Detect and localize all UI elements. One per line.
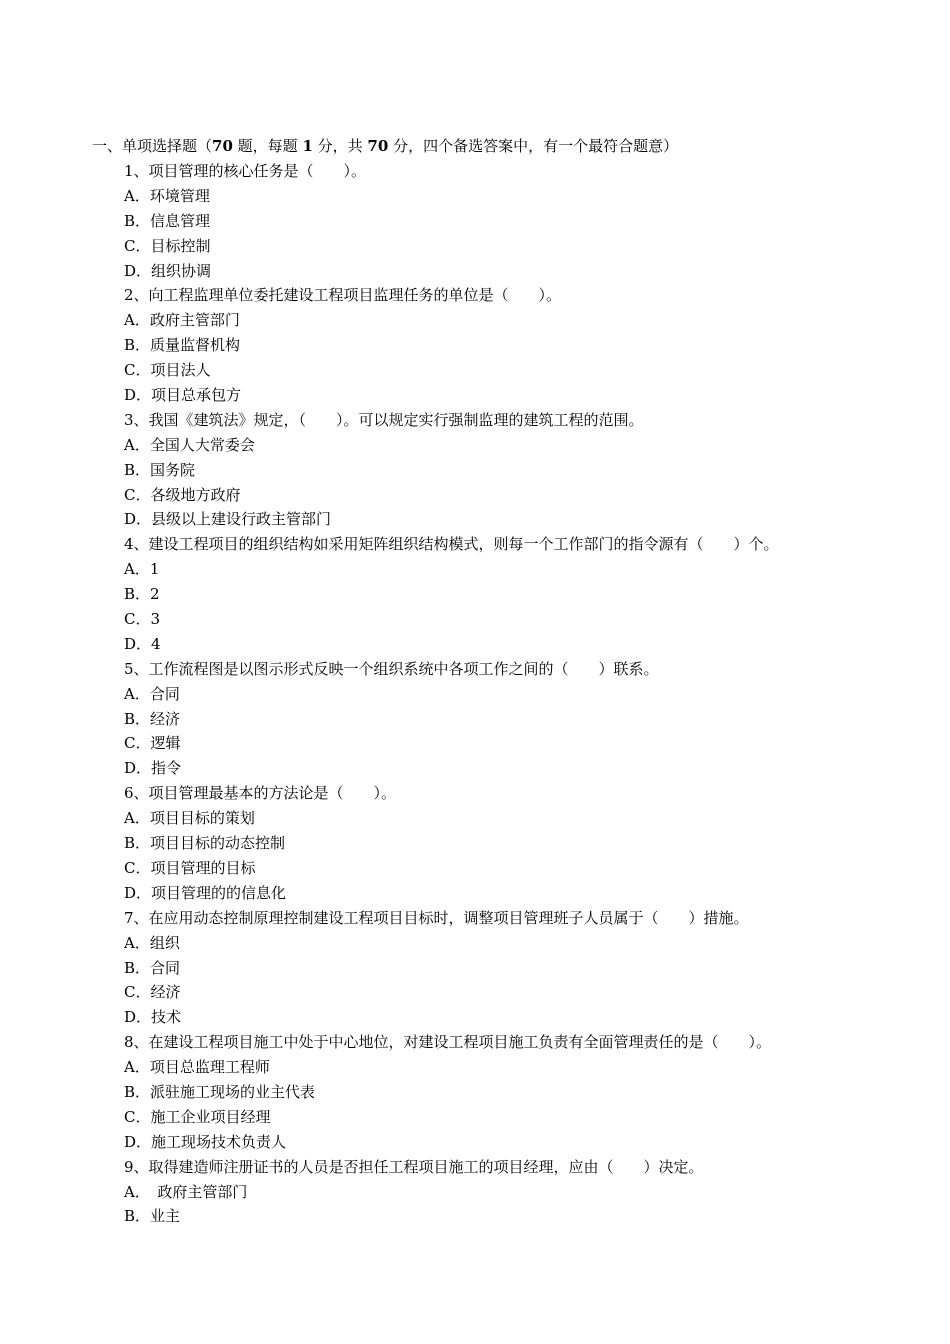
question-2 [124,283,779,407]
question-stem: 8、在建设工程项目施工中处于中心地位，对建设工程项目施工负责有全面管理责任的是（ ）。 [124,1033,772,1052]
answer-option-d: D．技术 [124,1008,182,1027]
question-stem: 9、取得建造师注册证书的人员是否担任工程项目施工的项目经理，应由（ ）决定。 [124,1157,704,1176]
question-9 [124,1155,779,1230]
question-4 [124,532,779,656]
answer-option-b: B．经济 [124,709,181,728]
answer-option-d: D．县级以上建设行政主管部门 [124,510,332,529]
answer-option-a: A．1 [124,560,160,579]
section-heading [92,134,678,159]
question-stem: 3、我国《建筑法》规定，（ ）。可以规定实行强制监理的建筑工程的范围。 [124,410,644,429]
answer-option-b: B．国务院 [124,460,196,479]
answer-option-c: C．3 [124,610,161,629]
question-stem: 5、工作流程图是以图示形式反映一个组织系统中各项工作之间的（ ）联系。 [124,659,659,678]
answer-option-c: C．项目法人 [124,361,211,380]
question-stem: 2、向工程监理单位委托建设工程项目监理任务的单位是（ ）。 [124,286,562,305]
answer-option-d: D．项目管理的的信息化 [124,883,287,902]
answer-option-b: B．2 [124,585,160,604]
answer-option-d: D．组织协调 [124,261,212,280]
section-heading-mid2: 分，共 [312,137,368,155]
question-stem: 4、建设工程项目的组织结构如采用矩阵组织结构模式，则每一个工作部门的指令源有（ ）个。 [124,535,779,554]
answer-option-d: D．指令 [124,759,182,778]
answer-option-a: A．政府主管部门 [124,311,240,330]
question-1 [124,159,779,283]
answer-option-a: A． 政府主管部门 [124,1182,248,1201]
question-stem: 7、在应用动态控制原理控制建设工程项目目标时，调整项目管理班子人员属于（ ）措施。 [124,908,749,927]
question-3 [124,408,779,532]
answer-option-b: B．业主 [124,1207,181,1226]
question-stem: 1、项目管理的核心任务是（ ）。 [124,162,367,180]
answer-option-b: B．派驻施工现场的业主代表 [124,1082,316,1101]
answer-option-c: C．目标控制 [124,236,211,255]
answer-option-c: C．各级地方政府 [124,485,241,504]
question-7 [124,906,779,1030]
section-heading-suffix: 分，四个备选答案中，有一个最符合题意） [388,137,679,155]
answer-option-d: D．施工现场技术负责人 [124,1132,287,1151]
points-each: 1 [302,137,313,155]
answer-option-c: C．逻辑 [124,734,181,753]
section-heading-prefix: 一、单项选择题（ [92,137,213,155]
answer-option-a: A．环境管理 [124,186,210,205]
section-heading-mid1: 题，每题 [232,137,303,155]
answer-option-a: A．组织 [124,933,180,952]
question-stem: 6、项目管理最基本的方法论是（ ）。 [124,784,397,803]
answer-option-a: A．全国人大常委会 [124,435,255,454]
question-list [124,159,779,1229]
answer-option-a: A．项目总监理工程师 [124,1058,270,1077]
answer-option-c: C．经济 [124,983,181,1002]
question-5 [124,657,779,781]
answer-option-b: B．项目目标的动态控制 [124,834,286,853]
answer-option-a: A．项目目标的策划 [124,809,255,828]
question-count: 70 [212,137,233,155]
answer-option-c: C．施工企业项目经理 [124,1107,271,1126]
points-total: 70 [367,137,389,155]
answer-option-c: C．项目管理的目标 [124,858,256,877]
answer-option-b: B．质量监督机构 [124,336,241,355]
answer-option-d: D．项目总承包方 [124,386,242,405]
question-8 [124,1030,779,1154]
answer-option-d: D．4 [124,634,161,653]
question-6 [124,781,779,905]
answer-option-b: B．信息管理 [124,211,211,230]
answer-option-a: A．合同 [124,684,180,703]
answer-option-b: B．合同 [124,958,181,977]
